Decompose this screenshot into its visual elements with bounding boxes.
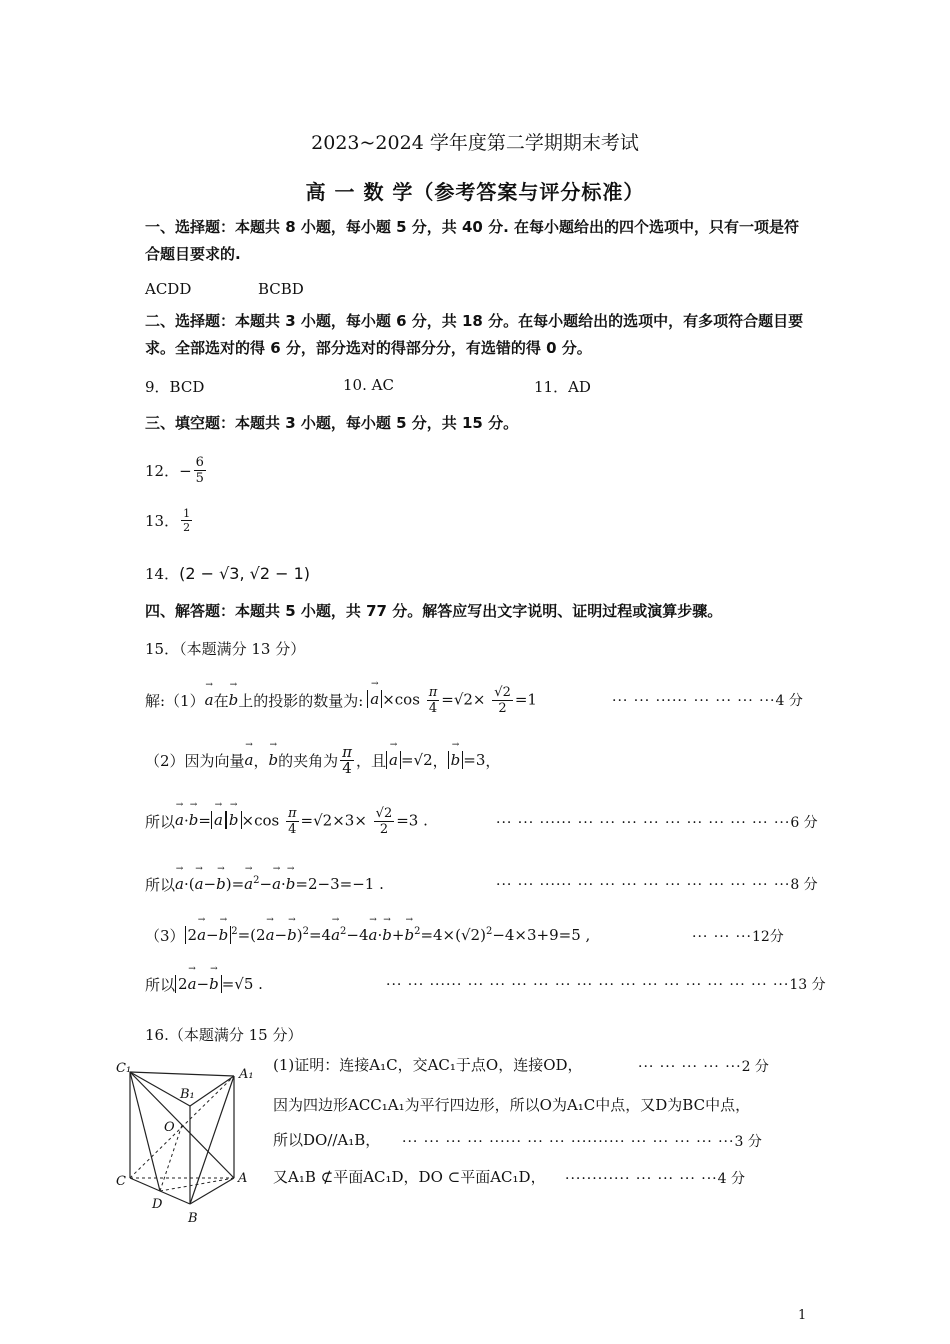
q13-answer [145,507,194,534]
q15-l6-score: ··· ··· ······ ··· ··· ··· ··· ··· ··· ··· ··· ··· ··· ··· ··· ··· ··· ···13 分 [386,977,826,993]
q15-line2: （2）因为向量 → a ， → b 的夹角为 $\frac{\pi}{4}$ ，且 → a =√2 ， → b =3 ， [145,740,500,780]
q11-answer: 11．AD [534,378,591,396]
q16-header: 16.（本题满分 15 分） [145,1026,303,1044]
q15-l1-formula: → a ×cos $\frac{\pi}{4}$ =√2× $\frac{√2}{2}$ =1 [367,685,537,716]
q15-l6-prefix: 所以 [145,975,176,994]
section3-heading: 三、填空题：本题共 3 小题，每小题 5 分，共 15 分。 [145,414,519,432]
q15-line5: （3） 2→ a−→ b $^2=(2\to a-\to b)^2=4\to a^2-4\to a\cdot\to b+\to b^2=4\times(√2)^2-4\times 3+9=5$ , [145,916,590,954]
q15-l5-score: ··· ··· ···12分 [692,929,784,945]
q15-l1-prefix: 解:（1） [145,691,205,710]
q15-l3-score: ··· ··· ······ ··· ··· ··· ··· ··· ··· ··· ··· ··· ···6 分 [496,815,818,831]
q13-denominator: 2 [183,521,191,534]
section4-heading: 四、解答题：本题共 5 小题，共 77 分。解答应写出文字说明、证明过程或演算步骤。 [145,602,723,620]
q14-value: (2 − √3, √2 − 1) [179,564,311,583]
q16-l1-score-text: 2 分 [741,1059,769,1075]
label-d: D [152,1197,163,1212]
label-a1: A₁ [239,1067,254,1082]
q15-l1-score: ··· ··· ······ ··· ··· ··· ···4 分 [612,693,803,709]
q16-line3: 所以DO//A₁B， [273,1131,381,1149]
q15-l1-score-text: 4 分 [775,693,803,709]
label-a: A [238,1171,248,1186]
label-c: C [116,1174,126,1189]
q15-l2-text2: 的夹角为 [278,751,339,770]
q13-label: 13． [145,512,180,530]
q15-l2-prefix: （2）因为向量 [145,751,245,770]
q16-line4: 又A₁B ⊄平面AC₁D，DO ⊂平面AC₁D， [273,1168,546,1186]
prism-figure [112,1058,272,1228]
q15-l3-score-text: 6 分 [790,815,818,831]
q15-line1: 解:（1） → a 在 → b 上的投影的数量为: → a ×cos $\frac{\pi}{4}$ =√2× $\frac{√2}{2}$ =1 [145,680,537,720]
section1-answers-a: ACDD [145,280,192,298]
q15-line3: 所以 → a·→ b=→ a→ b ×cos $\frac{\pi}{4}$ =√2×3× $\frac{√2}{2}$ =3 . [145,800,428,842]
q12-sign: − [179,461,192,480]
q16-l3-score-text: 3 分 [734,1134,762,1150]
q14-label: 14． [145,565,180,583]
page-number: 1 [798,1308,807,1323]
q15-header: 15．（本题满分 13 分） [145,640,306,658]
exam-title: 2023~2024 学年度第二学期期末考试 [311,132,639,154]
section1-answers-b: BCBD [258,280,304,298]
q15-l3-prefix: 所以 [145,812,176,831]
q15-l4-score: ··· ··· ······ ··· ··· ··· ··· ··· ··· ··· ··· ··· ···8 分 [496,877,818,893]
q15-l4-score-text: 8 分 [790,877,818,893]
q12-answer [145,455,208,486]
q16-l4-score: ············ ··· ··· ··· ···4 分 [565,1171,745,1187]
q16-line2: 因为四边形ACC₁A₁为平行四边形，所以O为A₁C中点，又D为BC中点， [273,1096,751,1114]
section1-heading: 一、选择题：本题共 8 小题，每小题 5 分，共 40 分. 在每小题给出的四个选项中，只有一项是符合题目要求的. [145,218,800,263]
q13-fraction [181,507,192,534]
q12-fraction [194,455,206,486]
q16-l3-score: ··· ··· ··· ··· ······ ··· ··· ·········· ··· ··· ··· ··· ···3 分 [402,1134,762,1150]
q15-l5-prefix: （3） [145,926,185,945]
q14-answer [145,563,310,584]
q15-line6: 所以 2→ a−→ b =√5 . [145,966,263,1002]
q12-numerator: 6 [195,455,204,470]
q15-l5-score-text: 12分 [751,929,784,945]
q15-l2-text1: ， [253,751,269,770]
q12-label: 12． [145,462,180,480]
label-o: O [164,1120,175,1135]
q12-denominator: 5 [195,471,204,486]
exam-subtitle: 高 一 数 学（参考答案与评分标准） [305,180,645,204]
q15-l1-text1: 在 [213,691,229,710]
label-c1: C₁ [116,1061,132,1076]
q15-line4: 所以 → $a\cdot(\to a-\to b)=\to a^2-\to a\cdot\to b=2-3=-1$ . [145,866,384,902]
q13-numerator: 1 [183,507,191,520]
q15-l4-prefix: 所以 [145,875,176,894]
q16-l1-score: ··· ··· ··· ··· ···2 分 [638,1059,769,1075]
q15-l1-text2: 上的投影的数量为: [238,691,364,710]
label-b1: B₁ [180,1087,195,1102]
q15-l6-score-text: 13 分 [789,977,826,993]
q9-answer: 9．BCD [145,378,205,396]
q16-line1: (1)证明：连接A₁C，交AC₁于点O，连接OD， [273,1056,583,1074]
label-b: B [188,1211,198,1226]
q15-l2-text3: ，且 [356,751,387,770]
section2-heading: 二、选择题：本题共 3 小题，每小题 6 分，共 18 分。在每小题给出的选项中，有多项符合题目要求。全部选对的得 6 分，部分选对的得部分分，有选错的得 0 分。 [145,312,804,357]
q10-answer: 10. AC [343,376,394,394]
q16-l4-score-text: 4 分 [717,1171,745,1187]
